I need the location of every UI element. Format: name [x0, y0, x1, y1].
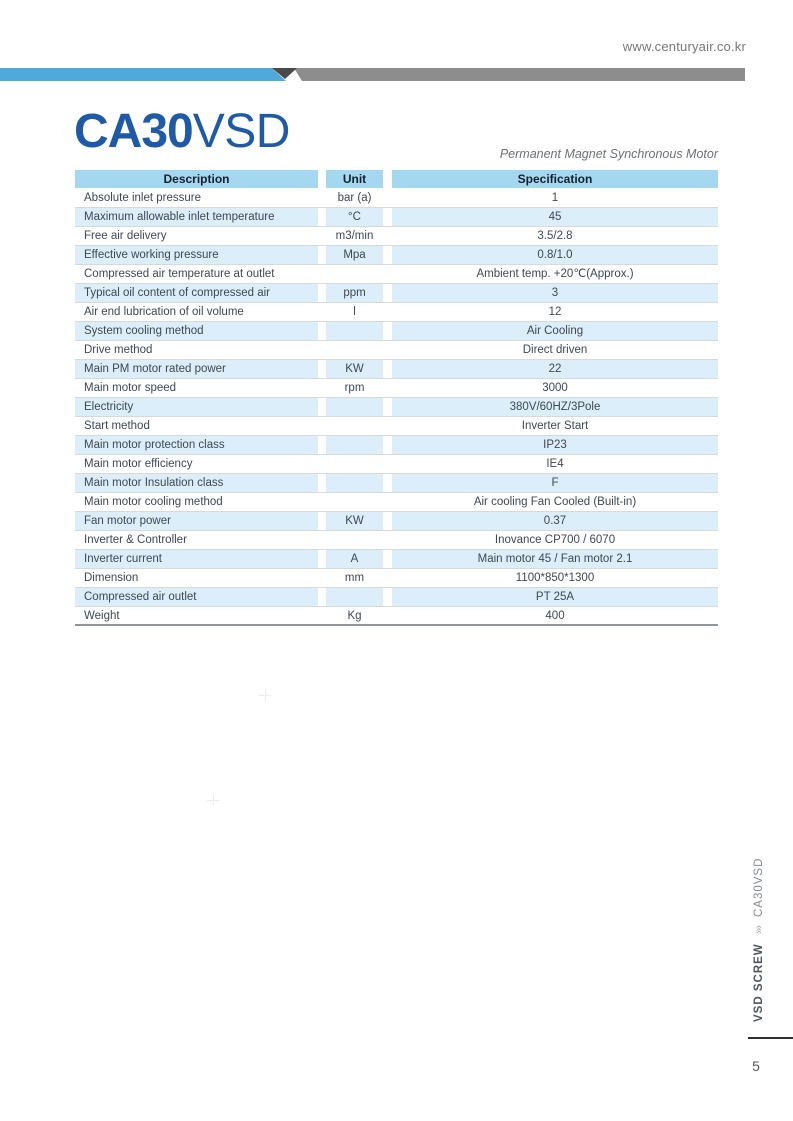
description-cell: Compressed air temperature at outlet — [84, 268, 275, 280]
description-cell: Start method — [84, 420, 150, 432]
unit-cell — [326, 474, 383, 492]
description-cell: Maximum allowable inlet temperature — [75, 208, 318, 226]
specification-cell: 3000 — [542, 382, 568, 394]
table-row — [75, 284, 718, 303]
unit-cell: ppm — [326, 284, 383, 302]
specification-cell: F — [392, 474, 718, 492]
unit-cell — [326, 588, 383, 606]
page-title — [74, 107, 290, 157]
table-row — [75, 474, 718, 493]
unit-cell: bar (a) — [337, 192, 372, 204]
specification-cell: 12 — [548, 306, 562, 318]
unit-cell: A — [326, 550, 383, 568]
page-subtitle: Permanent Magnet Synchronous Motor — [499, 147, 718, 161]
unit-cell: l — [353, 306, 356, 318]
side-model-label: CA30VSD — [753, 857, 765, 918]
specification-cell: 1100*850*1300 — [515, 572, 595, 584]
site-url: www.centuryair.co.kr — [622, 39, 746, 54]
footer-rule — [748, 1037, 793, 1039]
specification-cell: 22 — [392, 360, 718, 378]
description-cell: Main motor cooling method — [84, 496, 223, 508]
specification-cell: Inovance CP700 / 6070 — [494, 534, 616, 546]
table-row — [75, 607, 718, 626]
specification-cell: 3 — [392, 284, 718, 302]
table-row — [75, 436, 718, 455]
table-row — [75, 208, 718, 227]
description-cell: System cooling method — [75, 322, 318, 340]
registration-mark — [207, 794, 219, 806]
page-title-suffix: VSD — [192, 105, 290, 158]
table-row — [75, 360, 718, 379]
specification-cell: IE4 — [546, 458, 564, 470]
unit-cell — [326, 455, 383, 473]
specification-cell: 0.37 — [392, 512, 718, 530]
side-series-label: VSD SCREW — [753, 943, 765, 1022]
unit-cell — [326, 341, 383, 359]
description-cell: Main motor protection class — [75, 436, 318, 454]
description-cell: Electricity — [75, 398, 318, 416]
specification-cell: 380V/60HZ/3Pole — [392, 398, 718, 416]
specification-cell: 0.8/1.0 — [392, 246, 718, 264]
description-cell: Fan motor power — [75, 512, 318, 530]
specification-cell: PT 25A — [392, 588, 718, 606]
table-row — [75, 322, 718, 341]
side-tab-label — [753, 852, 765, 1022]
top-bar-svg — [0, 68, 745, 81]
specification-cell: 400 — [545, 610, 565, 622]
table-row — [75, 398, 718, 417]
unit-cell: rpm — [344, 382, 365, 394]
specification-cell: 1 — [551, 192, 559, 204]
unit-cell: KW — [326, 360, 383, 378]
table-row — [75, 493, 718, 512]
description-cell: Typical oil content of compressed air — [75, 284, 318, 302]
description-cell: Inverter current — [75, 550, 318, 568]
description-cell: Free air delivery — [84, 230, 167, 242]
specification-cell: Direct driven — [522, 344, 588, 356]
description-cell: Compressed air outlet — [75, 588, 318, 606]
registration-mark — [259, 689, 271, 701]
column-header-specification: Specification — [392, 170, 718, 188]
unit-cell — [326, 531, 383, 549]
unit-cell: °C — [326, 208, 383, 226]
description-cell: Inverter & Controller — [84, 534, 187, 546]
specification-cell: Inverter Start — [521, 420, 589, 432]
specification-cell: 45 — [392, 208, 718, 226]
table-row — [75, 341, 718, 360]
unit-cell: Kg — [347, 610, 362, 622]
description-cell: Main motor speed — [84, 382, 177, 394]
table-row — [75, 303, 718, 322]
table-header-row — [75, 170, 718, 189]
description-cell: Absolute inlet pressure — [84, 192, 201, 204]
specification-cell: Air Cooling — [392, 322, 718, 340]
table-row — [75, 227, 718, 246]
description-cell: Main PM motor rated power — [75, 360, 318, 378]
table-row — [75, 265, 718, 284]
chevrons-icon: ››› — [753, 926, 765, 935]
unit-cell — [326, 493, 383, 511]
table-row — [75, 512, 718, 531]
table-row — [75, 531, 718, 550]
table-row — [75, 379, 718, 398]
unit-cell — [326, 417, 383, 435]
column-header-description: Description — [75, 170, 318, 188]
description-cell: Drive method — [84, 344, 153, 356]
specification-cell: IP23 — [392, 436, 718, 454]
spec-table — [75, 170, 718, 626]
description-cell: Main motor efficiency — [84, 458, 193, 470]
table-row — [75, 569, 718, 588]
description-cell: Air end lubrication of oil volume — [84, 306, 244, 318]
unit-cell: KW — [326, 512, 383, 530]
description-cell: Weight — [84, 610, 120, 622]
table-row — [75, 455, 718, 474]
table-row — [75, 417, 718, 436]
column-header-unit: Unit — [326, 170, 383, 188]
top-bar-graphic — [0, 68, 745, 81]
unit-cell — [326, 265, 383, 283]
unit-cell: Mpa — [326, 246, 383, 264]
description-cell: Main motor Insulation class — [75, 474, 318, 492]
table-row — [75, 588, 718, 607]
specification-cell: Air cooling Fan Cooled (Built-in) — [473, 496, 637, 508]
specification-cell: Ambient temp. +20℃(Approx.) — [476, 268, 634, 280]
unit-cell — [326, 322, 383, 340]
unit-cell — [326, 436, 383, 454]
specification-cell: 3.5/2.8 — [537, 230, 573, 242]
description-cell: Effective working pressure — [75, 246, 318, 264]
page-number: 5 — [752, 1058, 760, 1074]
unit-cell: mm — [344, 572, 365, 584]
page-title-model: CA30 — [74, 105, 193, 158]
spec-table-body — [75, 189, 718, 626]
specification-cell: Main motor 45 / Fan motor 2.1 — [392, 550, 718, 568]
table-row — [75, 550, 718, 569]
table-row — [75, 246, 718, 265]
unit-cell — [326, 398, 383, 416]
unit-cell: m3/min — [335, 230, 374, 242]
description-cell: Dimension — [84, 572, 139, 584]
table-row — [75, 189, 718, 208]
